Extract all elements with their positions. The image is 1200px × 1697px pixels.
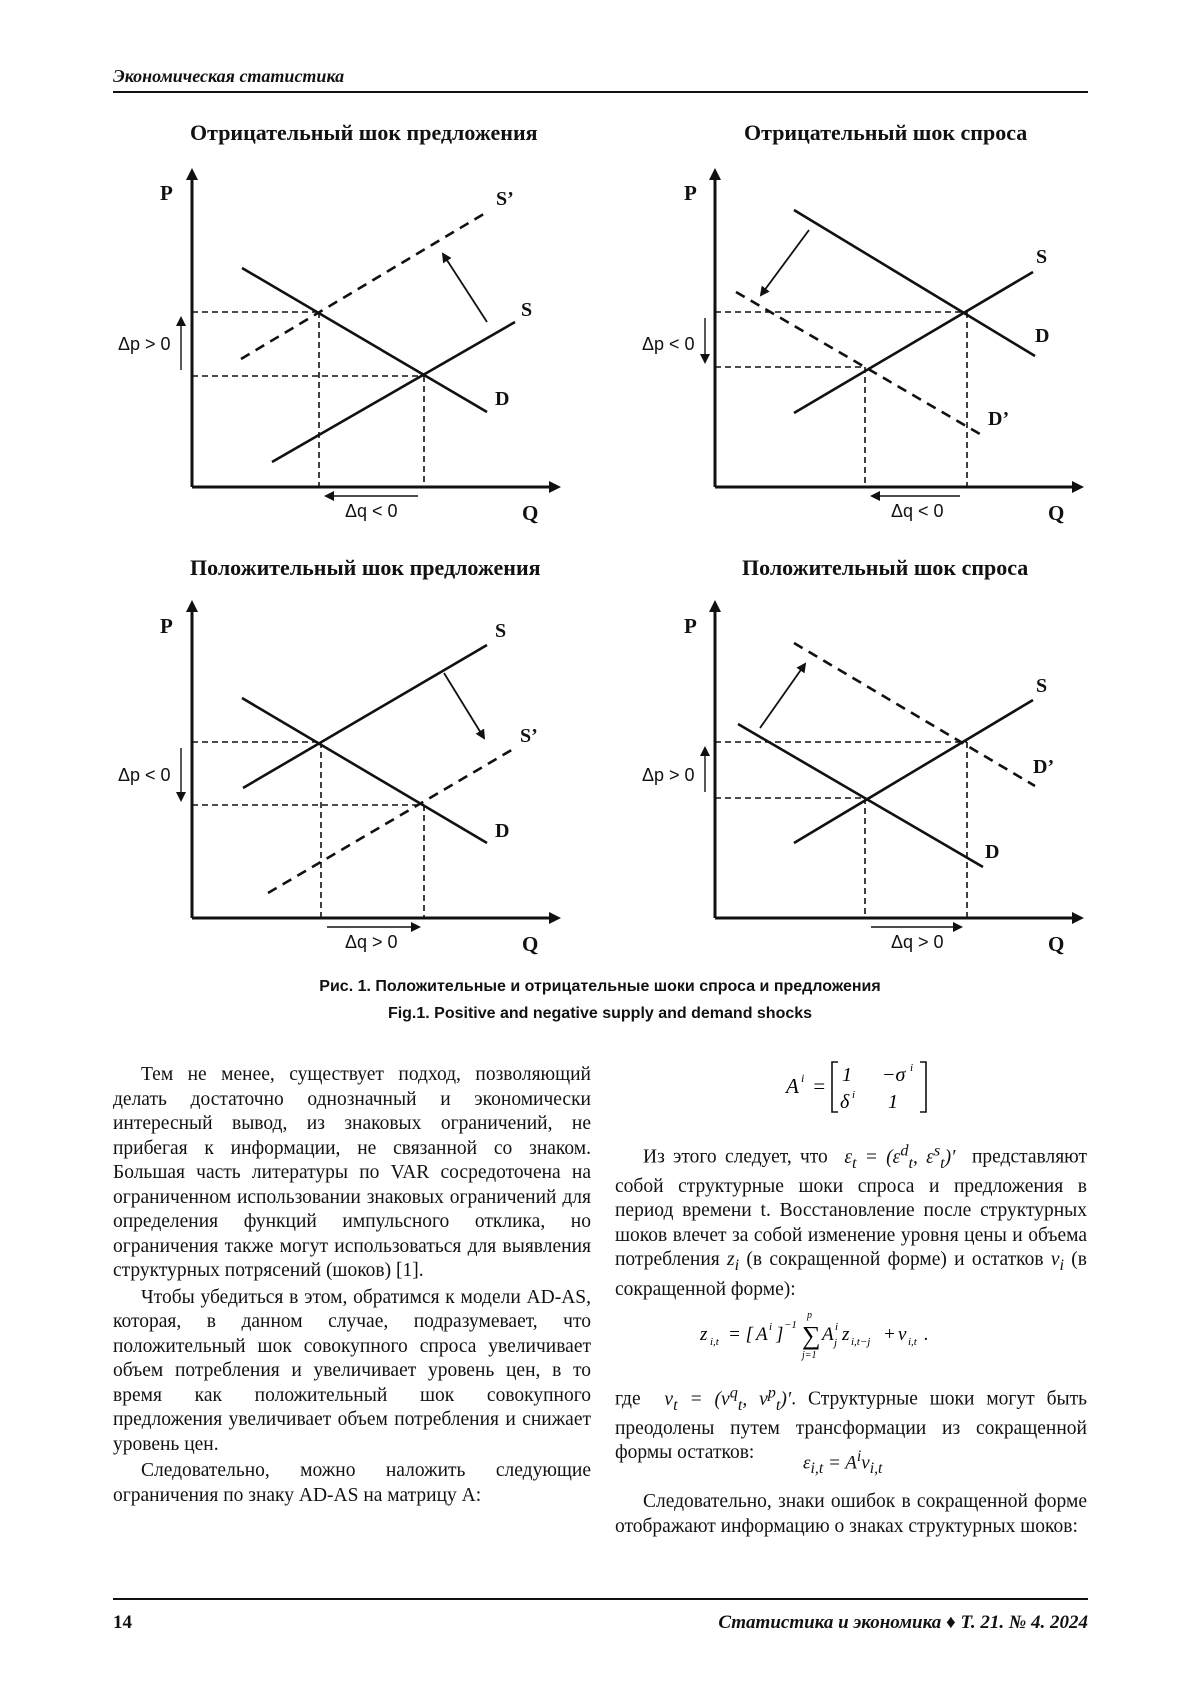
text-run: где [615, 1388, 641, 1410]
line-label: S [1036, 675, 1048, 697]
svg-text:A: A [822, 1324, 834, 1345]
delta-q-label: Δq < 0 [345, 501, 398, 521]
chart-title-neg-supply: Отрицательный шок предложения [190, 120, 538, 145]
line-label: S’ [520, 725, 538, 747]
x-axis-label: Q [522, 501, 539, 525]
svg-text:i: i [910, 1062, 914, 1074]
svg-text:A: A [786, 1074, 799, 1098]
svg-text:∑: ∑ [802, 1321, 821, 1350]
delta-q-label: Δq > 0 [891, 932, 944, 952]
paragraph: Следовательно, можно наложить следующие ограничения по знаку AD-AS на матрицу A: [113, 1460, 591, 1506]
matrix-a [782, 1058, 942, 1116]
svg-text:p: p [807, 1310, 812, 1321]
text-run: . Структурные шоки могут быть преодолены путем трансформации из сокращенной формы остатков: [615, 1388, 1088, 1464]
paragraph: Тем не менее, существует подход, позволяющий делать достаточно однозначный и экономически интересный вывод, из знаковых ограничений, не прибегая к информации, не связанной со знаком. Большая часть литературы по VAR сосредоточена на ограниченном использовании знаковых ограничений для определения функций импульсного отклика, но ограничения также могут использоваться для выявления структурных потрясений (шоков) [1]. [113, 1064, 591, 1281]
line-label: S [521, 299, 533, 321]
math-var: z [727, 1249, 735, 1271]
shift-arrow [760, 664, 805, 728]
svg-text:i: i [769, 1321, 773, 1333]
svg-text:i: i [852, 1089, 856, 1101]
chart-title-neg-demand: Отрицательный шок спроса [744, 120, 1028, 145]
chart-title-pos-demand: Положительный шок спроса [742, 555, 1029, 580]
supply-curve [794, 700, 1033, 843]
matrix-formula [782, 1058, 942, 1121]
line-label: S [1036, 246, 1048, 268]
line-label: S’ [496, 188, 514, 210]
svg-text:A: A [756, 1324, 768, 1345]
svg-text:= [: = [ [728, 1324, 753, 1345]
line-label: D [495, 820, 510, 842]
line-label: D [985, 841, 1000, 863]
y-axis-arrow [709, 600, 721, 612]
svg-text:i,t−j: i,t−j [851, 1336, 871, 1348]
line-label: D [1035, 325, 1050, 347]
svg-text:1: 1 [888, 1091, 898, 1113]
y-axis-label: P [684, 614, 697, 638]
svg-text:z: z [700, 1324, 708, 1345]
svg-text:i,t: i,t [908, 1336, 917, 1348]
z-equation [700, 1306, 980, 1362]
math-sub: i [1059, 1256, 1065, 1275]
svg-text:i,t: i,t [710, 1336, 719, 1348]
figure-caption-ru: Рис. 1. Положительные и отрицательные шоки спроса и предложения [319, 978, 881, 995]
y-axis-label: P [684, 181, 697, 205]
delta-p-label: Δp < 0 [642, 334, 695, 354]
left-column [113, 1063, 591, 1510]
y-axis-label: P [160, 181, 173, 205]
svg-text:1: 1 [842, 1064, 852, 1086]
v-formula: $v_t = (v^q_t$, $v^p_t)'$ [652, 1383, 792, 1414]
demand-curve-shifted [794, 643, 1035, 786]
demand-curve [738, 724, 983, 867]
line-label: S [495, 620, 507, 642]
page-number: 14 [113, 1612, 132, 1633]
svg-text:z: z [842, 1324, 850, 1345]
svg-text:i: i [801, 1071, 805, 1085]
svg-text:v: v [898, 1324, 907, 1345]
svg-text:i: i [835, 1321, 839, 1333]
svg-text:−σ: −σ [882, 1064, 906, 1086]
svg-text:=: = [812, 1074, 827, 1098]
svg-text:.: . [924, 1324, 929, 1345]
figure-caption-en: Fig.1. Positive and negative supply and demand shocks [387, 1005, 813, 1022]
paragraph: Чтобы убедиться в этом, обратимся к модели AD-AS, которая, в данном случае, подразумевает, что положительный шок совокупного спроса увеличивает объем потребления и увеличивает уровень цен, в то время как положительный шок совокупного предложения увеличивает объем потребления и снижает уровень цен. [113, 1286, 591, 1455]
text-run: (в сокращенной форме) и остатков [746, 1249, 1044, 1271]
math-sub: i [734, 1256, 740, 1275]
line-label: D’ [1033, 756, 1055, 778]
text-run: (в сокращенной форме): [615, 1249, 1087, 1300]
epsilon-formula: $\varepsilon_t = (\varepsilon^d_t$, $\varepsilon^s_t)'$ [836, 1141, 964, 1172]
delta-p-label: Δp > 0 [642, 765, 695, 785]
text-run: представляют собой структурные шоки спроса и предложения в период времени t. Восстановление после структурных шоков влечет за собой изменение уровня цены и объема потребления [615, 1146, 1087, 1271]
delta-q-label: Δq > 0 [345, 932, 398, 952]
epsilon-v-formula: $\varepsilon_{i,t} = A^iv_{i,t}$ [803, 1448, 883, 1478]
line-label: D [495, 388, 510, 410]
right-column-p3 [615, 1490, 1087, 1541]
math-var: v [1050, 1249, 1060, 1271]
journal-info: Статистика и экономика ♦ Т. 21. № 4. 2024 [718, 1612, 1088, 1633]
svg-text:j: j [834, 1337, 838, 1349]
svg-text:δ: δ [840, 1091, 850, 1113]
svg-text:j=1: j=1 [802, 1350, 817, 1361]
footer-rule [113, 1598, 1088, 1600]
svg-text:+: + [883, 1324, 896, 1345]
text-run: Из этого следует, что [643, 1146, 828, 1168]
x-axis-label: Q [1048, 932, 1065, 956]
z-formula [700, 1306, 980, 1367]
x-axis-label: Q [522, 932, 539, 956]
right-column-p1 [615, 1138, 1087, 1304]
journal-section-header: Экономическая статистика [113, 66, 345, 86]
y-axis-label: P [160, 614, 173, 638]
delta-p-label: Δp > 0 [118, 334, 171, 354]
line-label: D’ [988, 408, 1010, 430]
chart-title-pos-supply: Положительный шок предложения [190, 555, 541, 580]
delta-p-label: Δp < 0 [118, 765, 171, 785]
svg-text:]: ] [776, 1324, 784, 1345]
x-axis-arrow [1072, 912, 1084, 924]
delta-q-label: Δq < 0 [891, 501, 944, 521]
paragraph: Следовательно, знаки ошибок в сокращенной форме отображают информацию о знаках структурных шоков: [615, 1491, 1087, 1537]
x-axis-label: Q [1048, 501, 1065, 525]
svg-text:−1: −1 [784, 1319, 797, 1331]
